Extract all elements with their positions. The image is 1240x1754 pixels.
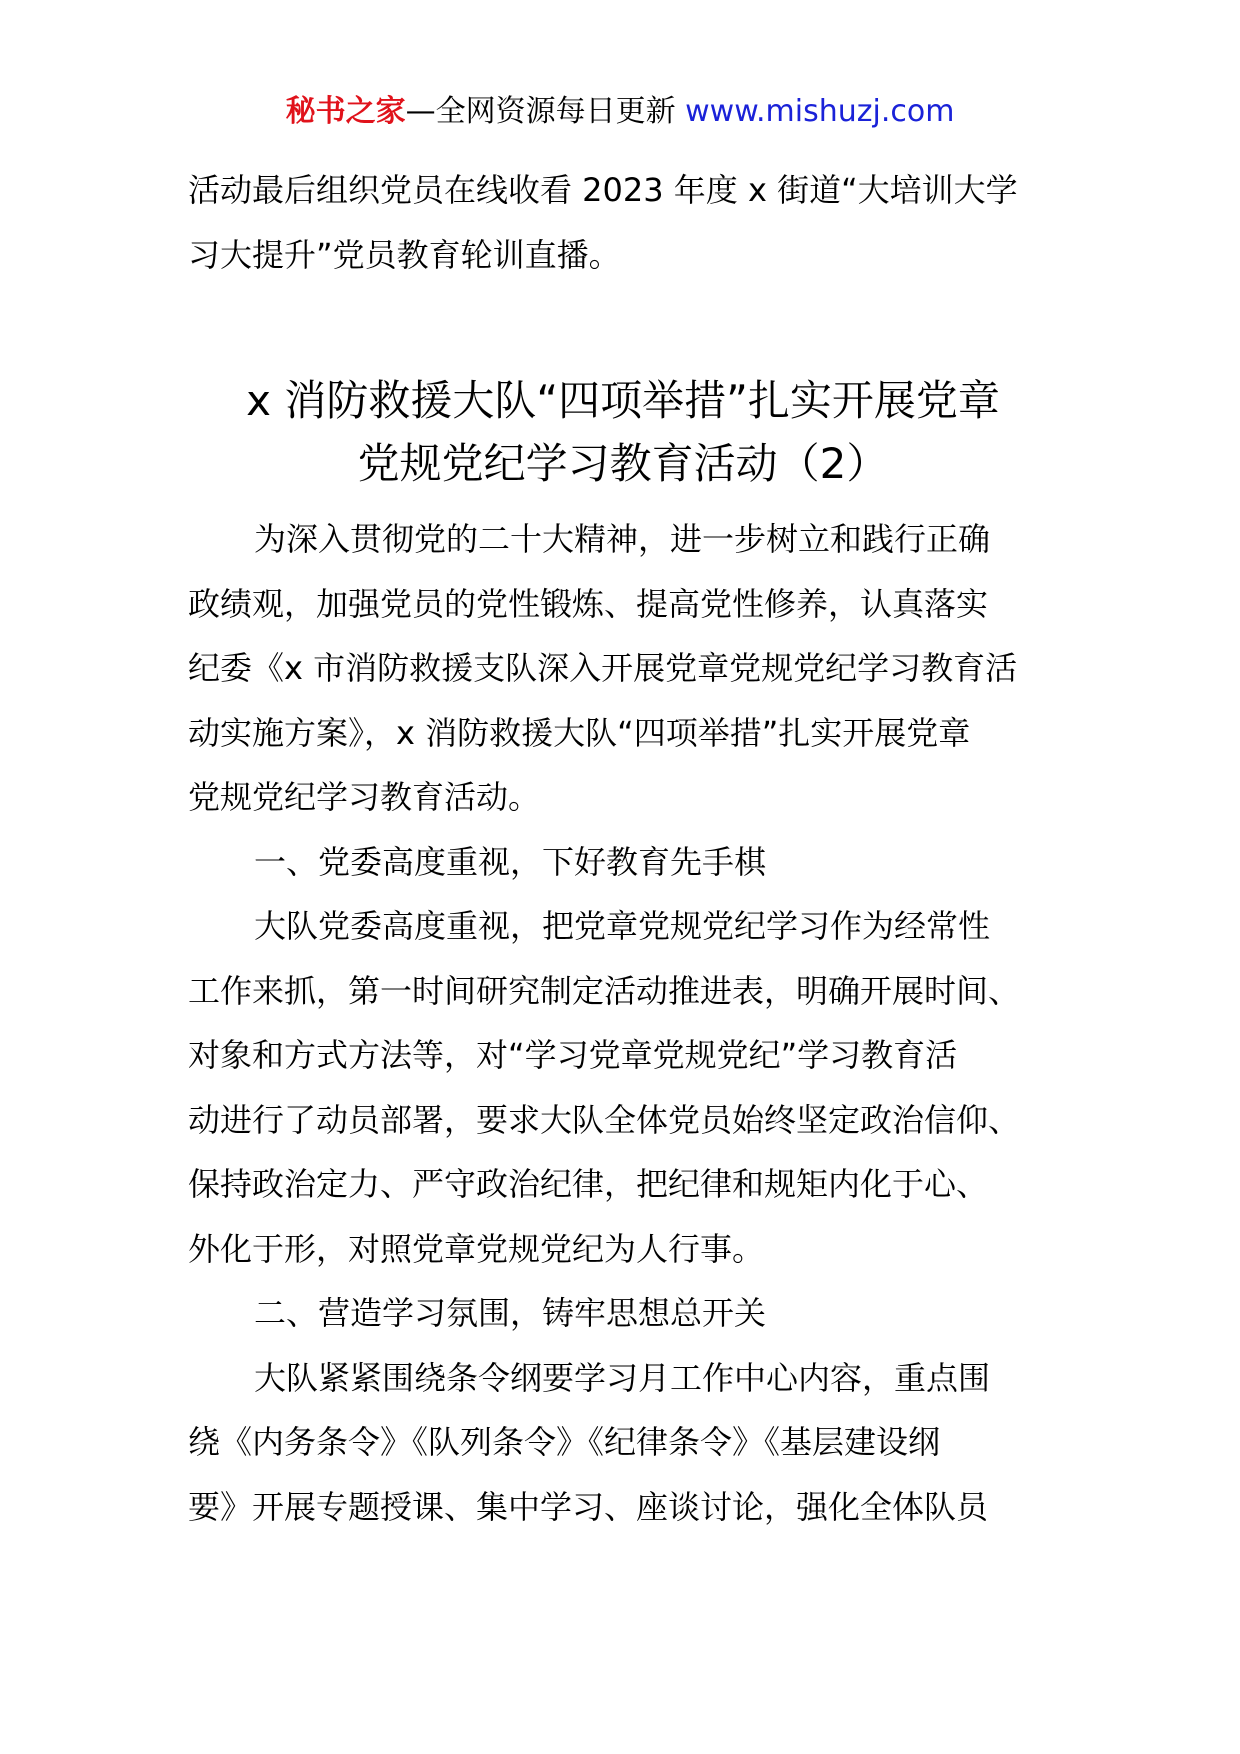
text-line: 纪委《x 市消防救援支队深入开展党章党规党纪学习教育活 (188, 649, 1018, 687)
document-body (188, 158, 1058, 1539)
text-line: 动进行了动员部署，要求大队全体党员始终坚定政治信仰、 (188, 1100, 1021, 1139)
text-line: 活动最后组织党员在线收看 2023 年度 x 街道“大培训大学 (188, 171, 1018, 209)
site-header (0, 92, 1240, 132)
text-line: 绕《内务条令》《队列条令》《纪律条令》《基层建设纲 (188, 1423, 941, 1461)
article-title (188, 369, 1058, 495)
article-title-line: 党规党纪学习教育活动（2） (357, 439, 889, 488)
text-line: 动实施方案》，x 消防救援大队“四项举措”扎实开展党章 (188, 713, 971, 752)
text-line: 政绩观，加强党员的党性锻炼、提高党性修养，认真落实 (188, 584, 989, 623)
intro-paragraph (188, 158, 1058, 287)
site-brand: 秘书之家 (285, 94, 406, 129)
text-line: 工作来抓，第一时间研究制定活动推进表，明确开展时间、 (188, 971, 1021, 1010)
site-tagline: —全网资源每日更新 (405, 94, 686, 129)
text-line: 大队党委高度重视，把党章党规党纪学习作为经常性 (254, 907, 991, 945)
text-line: 为深入贯彻党的二十大精神，进一步树立和践行正确 (254, 520, 991, 558)
article-title-line: x 消防救援大队“四项举措”扎实开展党章 (246, 376, 1000, 425)
text-line: 习大提升”党员教育轮训直播。 (188, 235, 621, 274)
section-heading-2: 二、营造学习氛围，铸牢思想总开关 (254, 1294, 767, 1332)
text-line: 外化于形，对照党章党规党纪为人行事。 (188, 1229, 765, 1268)
text-line: 对象和方式方法等，对“学习党章党规党纪”学习教育活 (188, 1036, 958, 1074)
text-line: 大队紧紧围绕条令纲要学习月工作中心内容，重点围 (254, 1358, 991, 1397)
paragraph-section-1 (188, 894, 1058, 1281)
paragraph-intro (188, 507, 1058, 830)
site-url-link[interactable]: www.mishuzj.com (685, 94, 955, 129)
text-line: 党规党纪学习教育活动。 (188, 778, 541, 816)
text-line: 要》开展专题授课、集中学习、座谈讨论，强化全体队员 (188, 1487, 989, 1526)
text-line: 保持政治定力、严守政治纪律，把纪律和规矩内化于心、 (188, 1165, 989, 1203)
section-heading-1: 一、党委高度重视，下好教育先手棋 (254, 842, 767, 881)
paragraph-section-2 (188, 1346, 1058, 1540)
